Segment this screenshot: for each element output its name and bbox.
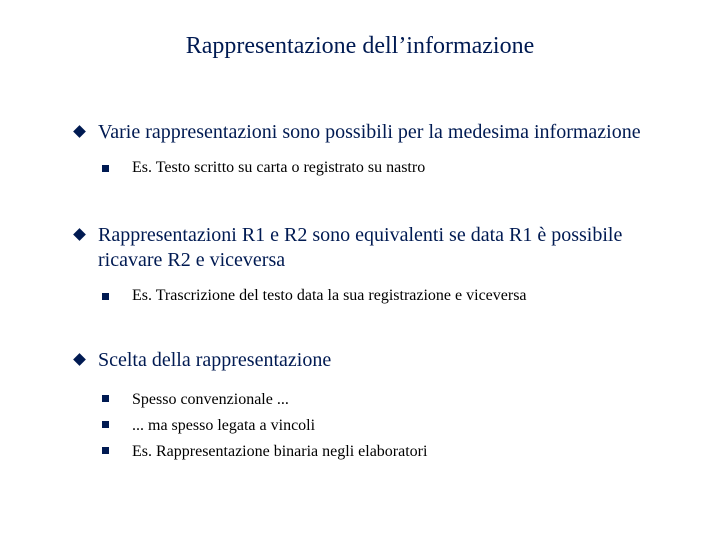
sub-bullet-text: Es. Testo scritto su carta o registrato su nastro — [132, 159, 426, 176]
diamond-bullet-icon — [73, 125, 86, 138]
bullet-text: Varie rappresentazioni sono possibili per la medesima informazione — [98, 121, 641, 143]
sub-list — [70, 285, 670, 307]
sub-bullet-item — [102, 387, 670, 413]
bullet-text: Rappresentazioni R1 e R2 sono equivalenti se data R1 è possibile ricavare R2 e viceversa — [98, 224, 623, 271]
sub-bullet-text: Es. Rappresentazione binaria negli elaboratori — [132, 443, 428, 460]
square-bullet-icon — [102, 421, 109, 428]
slide-title: Rappresentazione dell’informazione — [185, 33, 535, 59]
square-bullet-icon — [102, 165, 109, 172]
sub-bullet-item — [102, 285, 670, 307]
square-bullet-icon — [102, 447, 109, 454]
sub-bullet-item — [102, 413, 670, 439]
diamond-bullet-icon — [73, 228, 86, 241]
bullet-item — [70, 120, 670, 145]
slide-content — [70, 120, 670, 465]
bullet-item — [70, 223, 670, 273]
sub-bullet-item — [102, 439, 670, 465]
square-bullet-icon — [102, 395, 109, 402]
sub-list — [70, 157, 670, 179]
sub-bullet-text: Es. Trascrizione del testo data la sua registrazione e viceversa — [132, 287, 527, 304]
diamond-bullet-icon — [73, 353, 86, 366]
square-bullet-icon — [102, 293, 109, 300]
sub-bullet-text: ... ma spesso legata a vincoli — [132, 417, 316, 434]
bullet-text: Scelta della rappresentazione — [98, 349, 332, 371]
bullet-item — [70, 348, 670, 373]
sub-list — [70, 387, 670, 465]
sub-bullet-text: Spesso convenzionale ... — [132, 391, 289, 408]
sub-bullet-item — [102, 157, 670, 179]
